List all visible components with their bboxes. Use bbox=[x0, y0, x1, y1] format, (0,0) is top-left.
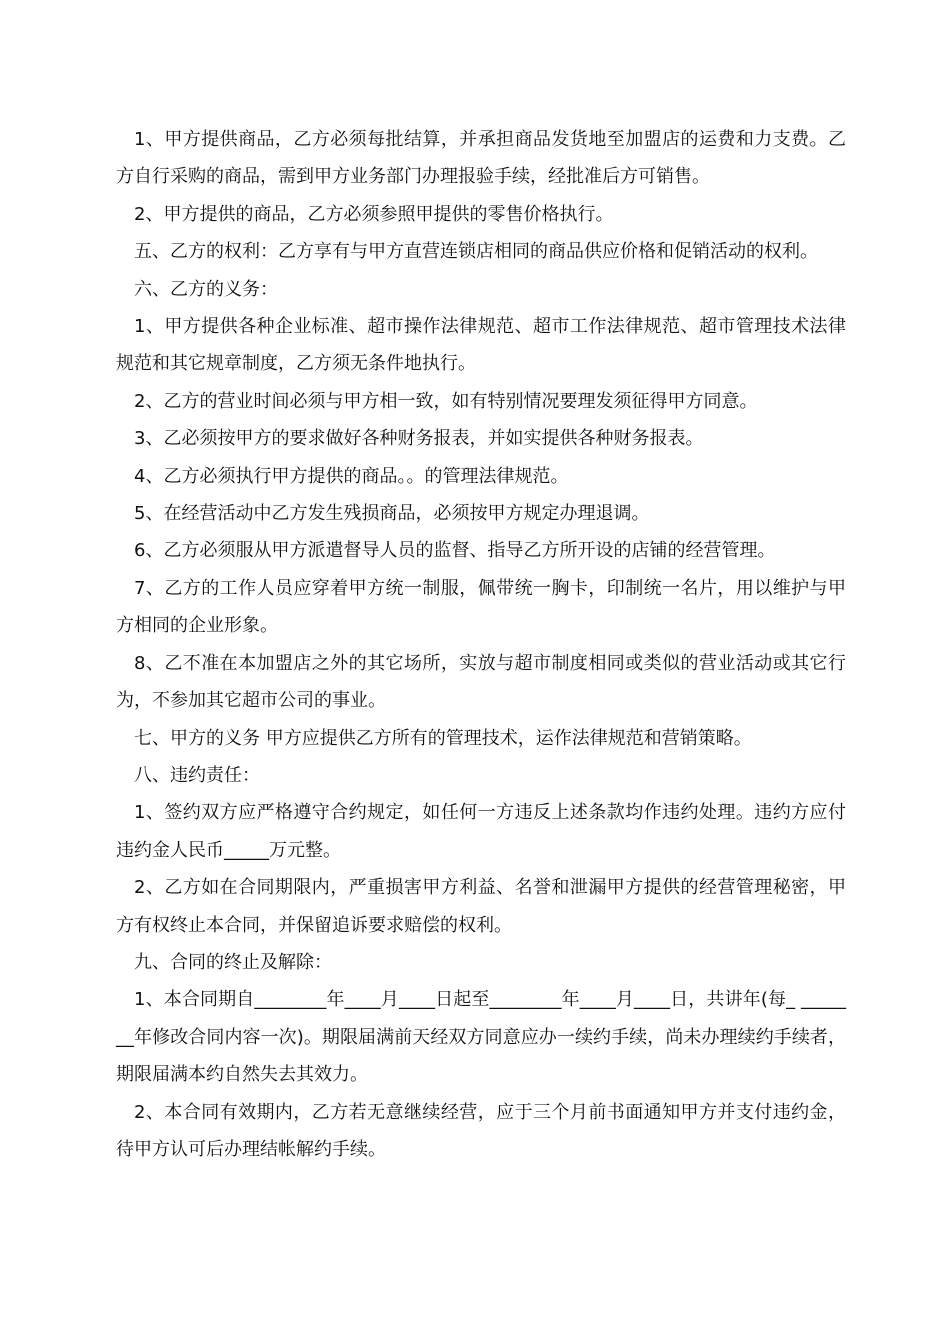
paragraph-19: 2、本合同有效期内，乙方若无意继续经营，应于三个月前书面通知甲方并支付违约金，待甲方认可后办理结帐解约手续。 bbox=[116, 1101, 846, 1160]
paragraph-11: 7、乙方的工作人员应穿着甲方统一制服，佩带统一胸卡，印制统一名片，用以维护与甲方相同的企业形象。 bbox=[116, 577, 846, 637]
document-body bbox=[116, 121, 846, 1168]
paragraph-15: 1、签约双方应严格遵守合约规定，如任何一方违反上述条款均作违约处理。违约方应付违约金人民币_____万元整。 bbox=[116, 802, 846, 861]
section-6-heading: 六、乙方的义务： bbox=[134, 278, 278, 300]
paragraph-1: 1、甲方提供商品，乙方必须每批结算，并承担商品发货地至加盟店的运费和力支费。乙方自行采购的商品，需到甲方业务部门办理报验手续，经批准后方可销售。 bbox=[116, 129, 846, 188]
section-9-heading: 九、合同的终止及解除： bbox=[134, 951, 332, 973]
paragraph-5: 1、甲方提供各种企业标准、超市操作法律规范、超市工作法律规范、超市管理技术法律规范和其它规章制度，乙方须无条件地执行。 bbox=[116, 316, 846, 375]
paragraph-6: 2、乙方的营业时间必须与甲方相一致，如有特别情况要理发须征得甲方同意。 bbox=[134, 390, 758, 412]
section-8-heading: 八、违约责任： bbox=[134, 764, 260, 786]
paragraph-10: 6、乙方必须服从甲方派遣督导人员的监督、指导乙方所开设的店铺的经营管理。 bbox=[134, 540, 776, 562]
section-5-rights: 五、乙方的权利：乙方享有与甲方直营连锁店相同的商品供应价格和促销活动的权利。 bbox=[134, 241, 818, 263]
paragraph-2: 2、甲方提供的商品，乙方必须参照甲提供的零售价格执行。 bbox=[134, 203, 614, 225]
paragraph-7: 3、乙必须按甲方的要求做好各种财务报表，并如实提供各种财务报表。 bbox=[134, 428, 704, 450]
paragraph-12: 8、乙不准在本加盟店之外的其它场所，实放与超市制度相同或类似的营业活动或其它行为，不参加其它超市公司的事业。 bbox=[116, 652, 846, 712]
section-7-duties: 七、甲方的义务 甲方应提供乙方所有的管理技术，运作法律规范和营销策略。 bbox=[134, 727, 752, 749]
paragraph-18: 1、本合同期自________年____月____日起至________年____月____日，共讲年(每_ _______年修改合同内容一次)。期限届满前天经双方同意应办一续约手续，尚未办理续约手续者，期限届满本约自然失去其效力。 bbox=[116, 989, 846, 1086]
paragraph-8: 4、乙方必须执行甲方提供的商品。。的管理法律规范。 bbox=[134, 465, 569, 487]
paragraph-16: 2、乙方如在合同期限内，严重损害甲方利益、名誉和泄漏甲方提供的经营管理秘密，甲方有权终止本合同，并保留追诉要求赔偿的权利。 bbox=[116, 877, 846, 936]
paragraph-9: 5、在经营活动中乙方发生残损商品，必须按甲方规定办理退调。 bbox=[134, 503, 650, 525]
